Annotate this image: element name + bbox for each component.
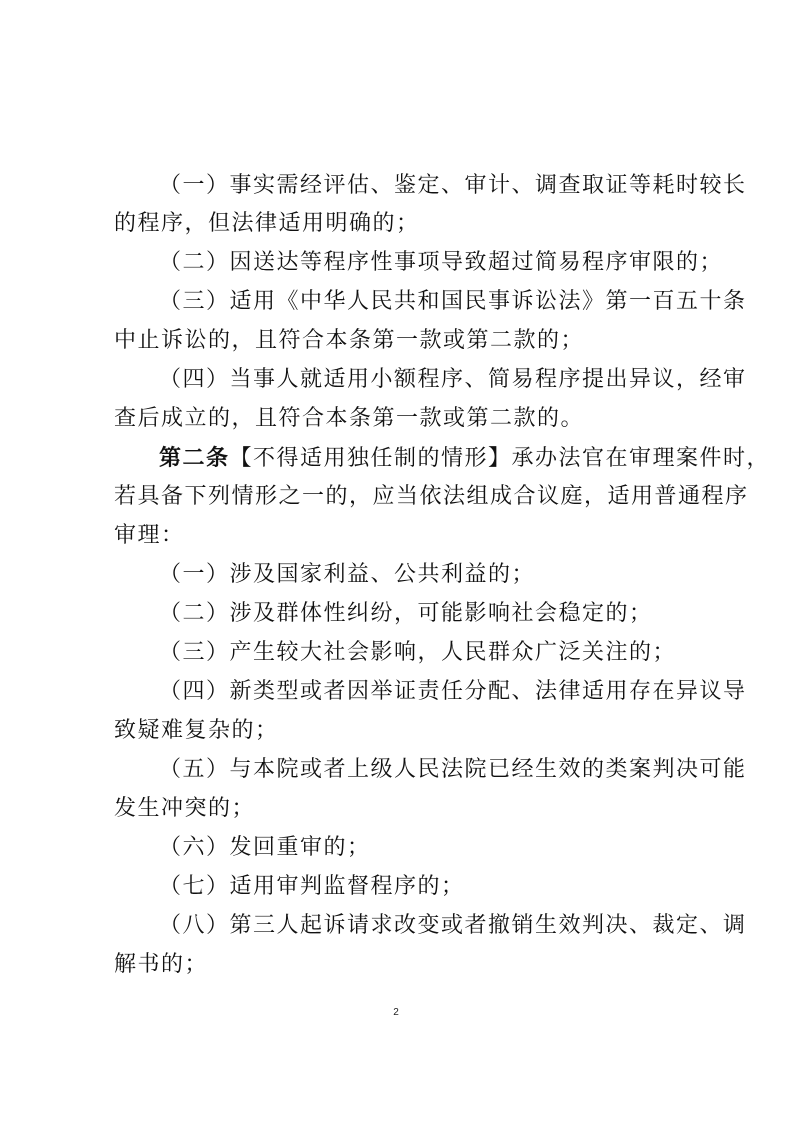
article-title: 【不得适用独任制的情形】 [229, 446, 512, 471]
paragraph-line: 审理： [114, 523, 185, 548]
paragraph-line: （二）涉及群体性纠纷，可能影响社会稳定的； [159, 601, 653, 626]
paragraph-line: （四）新类型或者因举证责任分配、法律适用存在异议导 [159, 679, 747, 704]
paragraph-line: （八）第三人起诉请求改变或者撤销生效判决、裁定、调 [159, 913, 747, 938]
paragraph-line: 查后成立的，且符合本条第一款或第二款的。 [114, 406, 585, 431]
paragraph-line: （七）适用审判监督程序的； [159, 874, 465, 899]
article-heading-line [159, 443, 771, 474]
paragraph-line: 发生冲突的； [114, 796, 256, 821]
paragraph-line: 中止诉讼的，且符合本条第一款或第二款的； [114, 328, 585, 353]
paragraph-line: （一）涉及国家利益、公共利益的； [159, 562, 536, 587]
paragraph-line: （五）与本院或者上级人民法院已经生效的类案判决可能 [159, 757, 747, 782]
paragraph-line: （四）当事人就适用小额程序、简易程序提出异议，经审 [159, 367, 747, 392]
paragraph-line: 解书的； [114, 952, 209, 977]
paragraph-line: （三）产生较大社会影响，人民群众广泛关注的； [159, 640, 677, 665]
paragraph-line: 致疑难复杂的； [114, 718, 279, 743]
paragraph-line: （一）事实需经评估、鉴定、审计、调查取证等耗时较长 [159, 173, 747, 198]
paragraph-line: （三）适用《中华人民共和国民事诉讼法》第一百五十条 [159, 289, 747, 314]
article-label: 第二条 [159, 445, 230, 471]
paragraph-line: 的程序，但法律适用明确的； [114, 211, 420, 236]
article-text: 承办法官在审理案件时， [511, 446, 771, 471]
paragraph-line: 若具备下列情形之一的，应当依法组成合议庭，适用普通程序 [114, 484, 749, 509]
paragraph-line: （二）因送达等程序性事项导致超过简易程序审限的； [159, 250, 724, 275]
paragraph-line: （六）发回重审的； [159, 835, 371, 860]
page-number: 2 [393, 1007, 399, 1018]
